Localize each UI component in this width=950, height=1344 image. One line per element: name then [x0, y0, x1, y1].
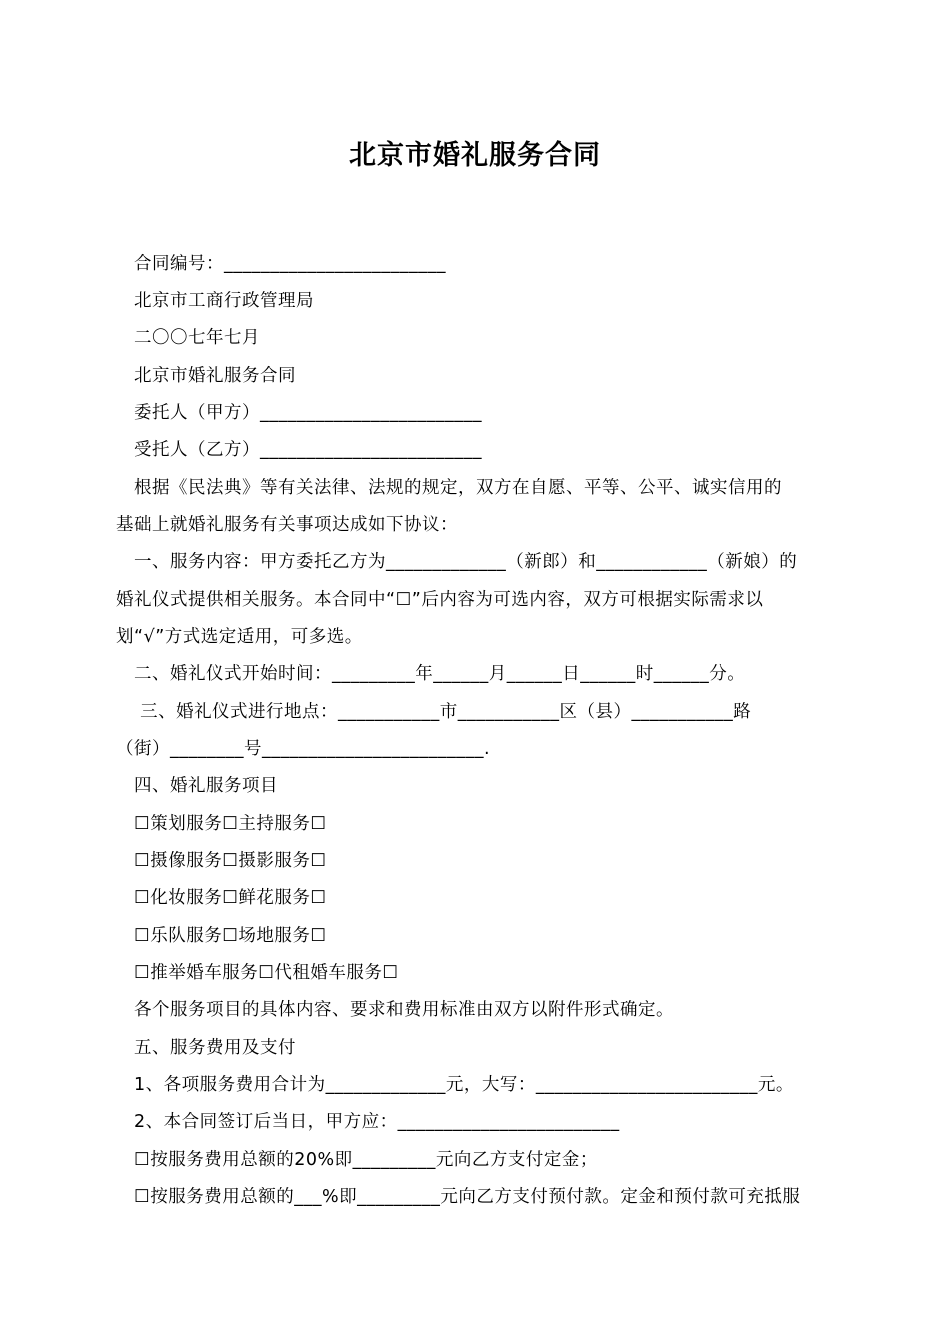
clause-1-line-3: 划“√”方式选定适用，可多选。 [116, 627, 363, 647]
service-options-row-2: ☐摄像服务☐摄影服务☐ [134, 851, 327, 871]
document-title: 北京市婚礼服务合同 [349, 140, 601, 171]
prepayment-option-line: ☐按服务费用总额的___%即_________元向乙方支付预付款。定金和预付款可充抵服 [134, 1187, 801, 1207]
clause-1-line-1: 一、服务内容：甲方委托乙方为_____________（新郎）和____________（新娘）的 [134, 552, 798, 572]
subtitle-line: 北京市婚礼服务合同 [134, 366, 296, 386]
fee-payment-line: 2、本合同签订后当日，甲方应：________________________ [134, 1112, 620, 1132]
clause-1-line-2: 婚礼仪式提供相关服务。本合同中“☐”后内容为可选内容，双方可根据实际需求以 [116, 590, 764, 610]
clause-4-heading: 四、婚礼服务项目 [134, 776, 278, 796]
party-a-line: 委托人（甲方）________________________ [134, 403, 482, 423]
service-options-row-5: ☐推举婚车服务☐代租婚车服务☐ [134, 963, 399, 983]
service-options-row-4: ☐乐队服务☐场地服务☐ [134, 926, 327, 946]
preamble-line-1: 根据《民法典》等有关法律、法规的规定，双方在自愿、平等、公平、诚实信用的 [134, 478, 782, 498]
fee-total-line: 1、各项服务费用合计为_____________元，大写：________________________元。 [134, 1075, 794, 1095]
date-line: 二〇〇七年七月 [134, 328, 260, 348]
clause-3-line-1: 三、婚礼仪式进行地点：___________市___________区（县）___________路 [134, 702, 752, 722]
service-annex-note: 各个服务项目的具体内容、要求和费用标准由双方以附件形式确定。 [134, 1000, 674, 1020]
service-options-row-1: ☐策划服务☐主持服务☐ [134, 814, 327, 834]
clause-5-heading: 五、服务费用及支付 [134, 1038, 296, 1058]
issuer-line: 北京市工商行政管理局 [134, 291, 314, 311]
party-b-line: 受托人（乙方）________________________ [134, 440, 482, 460]
contract-number-line: 合同编号：________________________ [134, 254, 446, 274]
clause-2-line: 二、婚礼仪式开始时间：_________年______月______日______时______分。 [134, 664, 746, 684]
deposit-option-line: ☐按服务费用总额的20%即_________元向乙方支付定金； [134, 1150, 598, 1170]
preamble-line-2: 基础上就婚礼服务有关事项达成如下协议： [116, 515, 458, 535]
service-options-row-3: ☐化妆服务☐鲜花服务☐ [134, 888, 327, 908]
clause-3-line-2: （街）________号________________________. [116, 739, 491, 759]
